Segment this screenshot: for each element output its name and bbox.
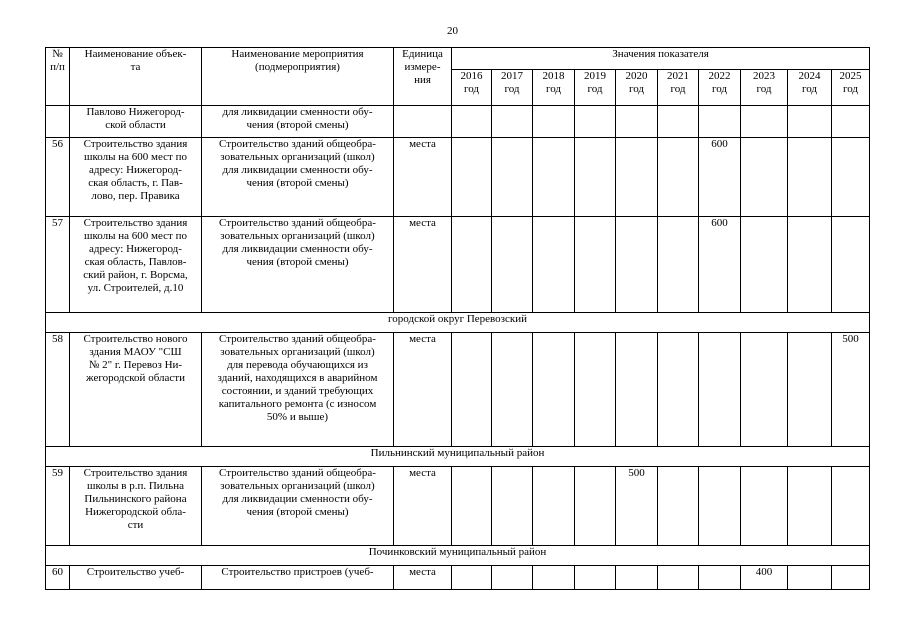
value-cell (616, 566, 658, 590)
value-cell (533, 566, 575, 590)
row-number: 59 (46, 467, 70, 546)
value-cell (575, 217, 616, 313)
table-row (46, 217, 870, 313)
value-cell (575, 333, 616, 447)
value-cell (699, 333, 741, 447)
object-name-cell: Строительство здания школы на 600 мест по адресу: Нижегород- ская область, г. Пав- лово, пер. Правика (70, 138, 202, 217)
value-cell (533, 217, 575, 313)
value-cell: 400 (741, 566, 788, 590)
table-row (46, 138, 870, 217)
value-cell (533, 106, 575, 138)
object-name-cell: Строительство нового здания МАОУ "СШ № 2" г. Перевоз Ни- жегородской области (70, 333, 202, 447)
value-cell: 500 (616, 467, 658, 546)
value-cell (533, 467, 575, 546)
table-row (46, 467, 870, 546)
value-cell (832, 217, 870, 313)
value-cell (658, 106, 699, 138)
value-cell (658, 138, 699, 217)
value-cell: 500 (832, 333, 870, 447)
unit-cell: места (394, 138, 452, 217)
header-event-name: Наименование мероприятия (подмероприятия) (202, 48, 394, 106)
event-name-cell: Строительство зданий общеобра- зовательных организаций (школ) для ликвидации сменности обу- чения (второй смены) (202, 138, 394, 217)
value-cell (492, 566, 533, 590)
row-number: 58 (46, 333, 70, 447)
value-cell (658, 333, 699, 447)
value-cell (533, 333, 575, 447)
value-cell (788, 333, 832, 447)
section-title: Починковский муниципальный район (46, 546, 870, 566)
event-name-cell: Строительство пристроев (учеб- (202, 566, 394, 590)
header-year: 2019 год (575, 70, 616, 106)
table-row (46, 106, 870, 138)
value-cell (741, 138, 788, 217)
value-cell (452, 138, 492, 217)
event-name-cell: Строительство зданий общеобра- зовательных организаций (школ) для перевода обучающихся из зданий, находящихся в аварийном состоянии, и зданий требующих капитального ремонта (с износом 50% и выше) (202, 333, 394, 447)
unit-cell: места (394, 333, 452, 447)
value-cell (788, 217, 832, 313)
value-cell (452, 333, 492, 447)
section-row (46, 447, 870, 467)
page-number: 20 (447, 25, 458, 37)
event-name-cell: для ликвидации сменности обу- чения (второй смены) (202, 106, 394, 138)
value-cell (788, 467, 832, 546)
value-cell: 600 (699, 138, 741, 217)
section-title: Пильнинский муниципальный район (46, 447, 870, 467)
value-cell (492, 217, 533, 313)
value-cell (492, 467, 533, 546)
header-year: 2022 год (699, 70, 741, 106)
event-name-cell: Строительство зданий общеобра- зовательных организаций (школ) для ликвидации сменности обу- чения (второй смены) (202, 217, 394, 313)
object-name-cell: Строительство здания школы на 600 мест по адресу: Нижегород- ская область, Павлов- ский район, г. Ворсма, ул. Строителей, д.10 (70, 217, 202, 313)
row-number (46, 106, 70, 138)
value-cell (492, 138, 533, 217)
header-unit: Единица измере- ния (394, 48, 452, 106)
value-cell: 600 (699, 217, 741, 313)
header-values-title: Значения показателя (452, 48, 870, 70)
value-cell (658, 217, 699, 313)
table-row (46, 333, 870, 447)
table-body (46, 106, 870, 590)
value-cell (788, 138, 832, 217)
indicator-table (45, 47, 870, 590)
value-cell (575, 566, 616, 590)
unit-cell: места (394, 467, 452, 546)
value-cell (616, 106, 658, 138)
unit-cell: места (394, 217, 452, 313)
value-cell (492, 106, 533, 138)
header-object-name: Наименование объек- та (70, 48, 202, 106)
header-year: 2020 год (616, 70, 658, 106)
row-number: 60 (46, 566, 70, 590)
value-cell (658, 467, 699, 546)
object-name-cell: Строительство здания школы в р.п. Пильна Пильнинского района Нижегородской обла- сти (70, 467, 202, 546)
row-number: 56 (46, 138, 70, 217)
value-cell (452, 467, 492, 546)
unit-cell (394, 106, 452, 138)
value-cell (741, 467, 788, 546)
value-cell (699, 106, 741, 138)
value-cell (616, 333, 658, 447)
value-cell (788, 566, 832, 590)
value-cell (741, 106, 788, 138)
value-cell (575, 467, 616, 546)
header-year: 2016 год (452, 70, 492, 106)
value-cell (616, 217, 658, 313)
value-cell (699, 467, 741, 546)
value-cell (832, 138, 870, 217)
object-name-cell: Павлово Нижегород- ской области (70, 106, 202, 138)
header-year: 2017 год (492, 70, 533, 106)
section-title: городской округ Перевозский (46, 313, 870, 333)
object-name-cell: Строительство учеб- (70, 566, 202, 590)
section-row (46, 313, 870, 333)
value-cell (832, 566, 870, 590)
header-year: 2018 год (533, 70, 575, 106)
value-cell (832, 467, 870, 546)
header-year: 2024 год (788, 70, 832, 106)
header-year: 2021 год (658, 70, 699, 106)
unit-cell: места (394, 566, 452, 590)
row-number: 57 (46, 217, 70, 313)
value-cell (492, 333, 533, 447)
header-num: № п/п (46, 48, 70, 106)
value-cell (533, 138, 575, 217)
value-cell (699, 566, 741, 590)
value-cell (788, 106, 832, 138)
value-cell (741, 333, 788, 447)
table-row (46, 566, 870, 590)
value-cell (575, 106, 616, 138)
value-cell (575, 138, 616, 217)
section-row (46, 546, 870, 566)
event-name-cell: Строительство зданий общеобра- зовательных организаций (школ) для ликвидации сменности обу- чения (второй смены) (202, 467, 394, 546)
value-cell (832, 106, 870, 138)
table-header (46, 48, 870, 106)
header-year: 2023 год (741, 70, 788, 106)
value-cell (452, 106, 492, 138)
value-cell (741, 217, 788, 313)
value-cell (452, 217, 492, 313)
value-cell (452, 566, 492, 590)
value-cell (658, 566, 699, 590)
value-cell (616, 138, 658, 217)
header-year: 2025 год (832, 70, 870, 106)
